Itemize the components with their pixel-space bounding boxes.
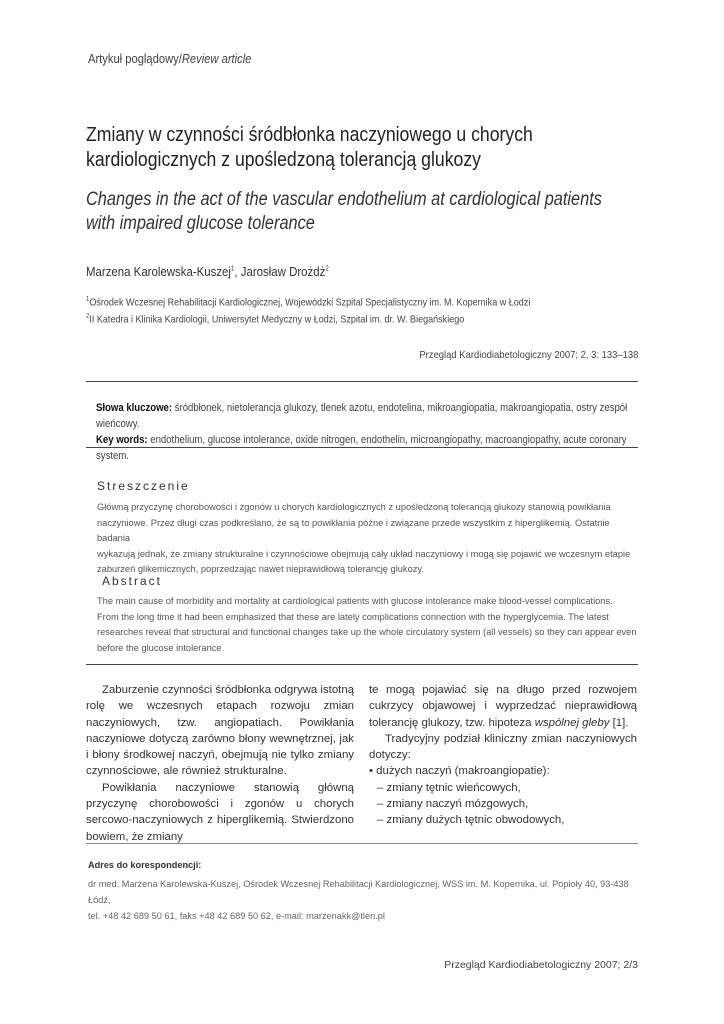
title-english (86, 188, 602, 236)
divider-footnote (86, 843, 638, 844)
keywords-english (96, 432, 644, 464)
keywords-en-text: endothelium, glucose intolerance, oxide nitrogen, endothelin, microangiopathy, macroangiopathy, acute coronary system. (96, 434, 627, 462)
body-text-italic: wspólnej gleby (534, 716, 610, 729)
correspondence-line: tel. +48 42 689 50 61, faks +48 42 689 50 62, e-mail: marzenakk@tlen.pl (88, 911, 385, 921)
body-paragraph: Powikłania naczyniowe stanowią główną przyczynę chorobowości i zgonów u chorych sercowo-naczyniowych z hiperglikemią. Stwierdzono bowiem, że zmiany (86, 781, 354, 843)
article-type-label (88, 51, 251, 66)
article-type-pl: Artykuł poglądowy/ (88, 51, 182, 66)
title-pl-line-1: Zmiany w czynności śródbłonka naczyniowego u chorych (86, 123, 533, 146)
body-column-left (86, 682, 354, 845)
article-type-en: Review article (181, 51, 252, 66)
correspondence-heading: Adres do korespondencji: (88, 860, 202, 870)
list-item: – zmiany tętnic wieńcowych, (377, 781, 521, 794)
journal-reference: Przegląd Kardiodiabetologiczny 2007; 2, 3: 133–138 (418, 349, 638, 361)
affiliation-2 (86, 313, 464, 326)
abstract-line: before the glucose intolerance. (97, 642, 225, 653)
streszczenie-text (97, 500, 637, 578)
divider-top (86, 381, 638, 382)
title-pl-line-2: kardiologicznych z upośledzoną tolerancją glukozy (86, 148, 481, 171)
list-item: • dużych naczyń (makroangiopatie): (369, 765, 550, 778)
author-1: Marzena Karolewska-Kuszej (86, 264, 231, 279)
affiliation-1 (86, 296, 530, 309)
abstract-text (97, 594, 637, 656)
keywords-pl-text: śródbłonek, nietolerancja glukozy, tlenek azotu, endotelina, mikroangiopatia, makroangiopatia, ostry zespół wieńcowy. (96, 402, 628, 430)
body-text: [1]. (609, 716, 629, 729)
list-item: – zmiany naczyń mózgowych, (377, 798, 529, 811)
body-paragraph (369, 682, 637, 731)
streszczenie-line: Główną przyczynę chorobowości i zgonów u chorych kardiologicznych z upośledzoną tolerancją glukozy stanowią powikłania (97, 502, 611, 512)
divider-abstract (86, 664, 638, 665)
affiliation-1-text: Ośrodek Wczesnej Rehabilitacji Kardiologicznej, Wojewódzki Szpital Specjalistyczny im. M. Kopernika w Łodzi (89, 296, 531, 309)
streszczenie-line: wykazują jednak, że zmiany strukturalne i czynnościowe obejmują cały układ naczyniowy i mogą się pojawić we wczesnym etapie (97, 548, 631, 559)
keywords-block (96, 400, 644, 464)
streszczenie-line: zaburzeń glikemicznych, poprzedzając nawet nieprawidłową tolerancję glukozy. (97, 564, 424, 574)
affiliation-1-number: 1 (86, 296, 90, 303)
abstract-heading: Abstract (102, 574, 163, 588)
streszczenie-line: naczyniowe. Przez długi czas podkreślano, że są to powikłania późne i związane przede wszystkim z hiperglikemią. Ostatnie badania (97, 517, 610, 543)
correspondence-line: dr med. Marzena Karolewska-Kuszej, Ośrodek Wczesnej Rehabilitacji Kardiologicznej, WSS im. M. Kopernika, ul. Popioły 40, 93-438 Łódź, (88, 879, 629, 905)
abstract-line: researches reveal that structural and functional changes take up the whole circulatory system (all vessels) so they can appear even (97, 627, 637, 637)
author-2: Jarosław Drożdż (240, 264, 326, 279)
abstract-line: From the long time it had been emphasized that these are lately complications connection with the hyperglycemia. The latest (97, 611, 609, 622)
body-column-right (369, 682, 637, 829)
body-paragraph: Tradycyjny podział kliniczny zmian naczyniowych dotyczy: (369, 732, 637, 762)
body-text: te mogą pojawiać się na długo przed rozwojem cukrzycy objawowej i wyprzedzać nieprawidłową tolerancję glukozy, tzw. hipoteza (369, 684, 637, 729)
title-en-line-2: with impaired glucose tolerance (86, 213, 315, 234)
page-footer: Przegląd Kardiodiabetologiczny 2007; 2/3 (444, 959, 638, 971)
keywords-pl-label: Słowa kluczowe: (96, 402, 173, 414)
list-item: – zmiany dużych tętnic obwodowych, (377, 814, 565, 827)
divider-keywords (86, 447, 638, 448)
author-2-affiliation-mark: 2 (325, 265, 329, 273)
author-1-affiliation-mark: 1 (230, 265, 235, 273)
authors (86, 264, 329, 279)
streszczenie-heading: Streszczenie (97, 479, 190, 493)
body-paragraph: Zaburzenie czynności śródbłonka odgrywa istotną rolę we wczesnych etapach rozwoju zmian naczyniowych, tzw. angiopatiach. Powikłania naczyniowe dotyczą zarówno błony wewnętrznej, jak i błony środkowej naczyń, obejmują nie tylko zmiany czynnościowe, ale również strukturalne. (86, 684, 354, 778)
author-separator: , (234, 264, 241, 279)
title-polish (86, 122, 602, 172)
keywords-polish (96, 400, 644, 432)
keywords-en-label: Key words: (96, 434, 148, 446)
abstract-line: The main cause of morbidity and mortality at cardiological patients with glucose intolerance make blood-vessel complications. (97, 596, 613, 606)
affiliation-2-number: 2 (86, 313, 90, 320)
correspondence-text (88, 876, 648, 924)
affiliation-2-text: II Katedra i Klinika Kardiologii, Uniwersytet Medyczny w Łodzi, Szpital im. dr. W. Biegańskiego (89, 313, 465, 326)
title-en-line-1: Changes in the act of the vascular endothelium at cardiological patients (86, 189, 602, 210)
